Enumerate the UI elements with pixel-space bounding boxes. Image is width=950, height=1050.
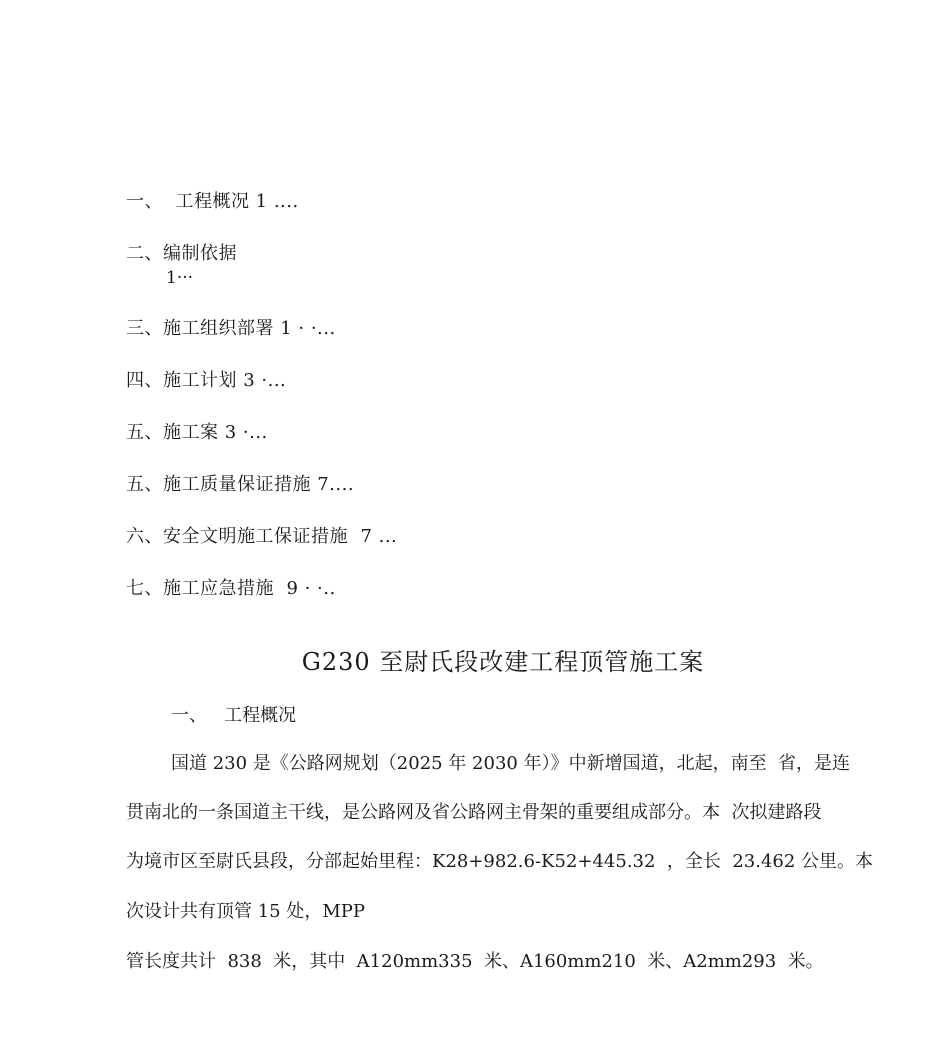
- paragraph-line: 次设计共有顶管 15 处，MPP: [126, 901, 366, 922]
- toc-item-6: 五、施工质量保证措施 7....: [126, 474, 355, 495]
- toc-item-4: 四、施工计划 3 ·...: [126, 370, 287, 391]
- section-heading: 一、 工程概况: [171, 705, 297, 726]
- paragraph-line: 管长度共计 838 米，其中 A120mm335 米、A160mm210 米、A2mm293 米。: [126, 951, 824, 972]
- toc-item-5: 五、施工案 3 ·...: [126, 422, 268, 443]
- document-title: G230 至尉氏段改建工程顶管施工案: [301, 648, 705, 676]
- toc-item-2: 二、编制依据: [126, 243, 237, 264]
- toc-item-1: 一、 工程概况 1 ....: [126, 191, 299, 212]
- paragraph-line: 为境市区至尉氏县段，分部起始里程：K28+982.6-K52+445.32 ，全长 23.462 公里。本: [126, 851, 874, 872]
- toc-item-3: 三、施工组织部署 1 · ·...: [126, 318, 336, 339]
- toc-item-7: 六、安全文明施工保证措施 7 ...: [126, 526, 398, 547]
- paragraph-line: 贯南北的一条国道主干线，是公路网及省公路网主骨架的重要组成部分。本 次拟建路段: [126, 802, 822, 823]
- toc-item-8: 七、施工应急措施 9 · ·..: [126, 578, 336, 599]
- paragraph-line: 国道 230 是《公路网规划（2025 年 2030 年）》中新增国道，北起，南至 省，是连: [171, 753, 851, 774]
- toc-item-2-page: 1···: [166, 268, 194, 288]
